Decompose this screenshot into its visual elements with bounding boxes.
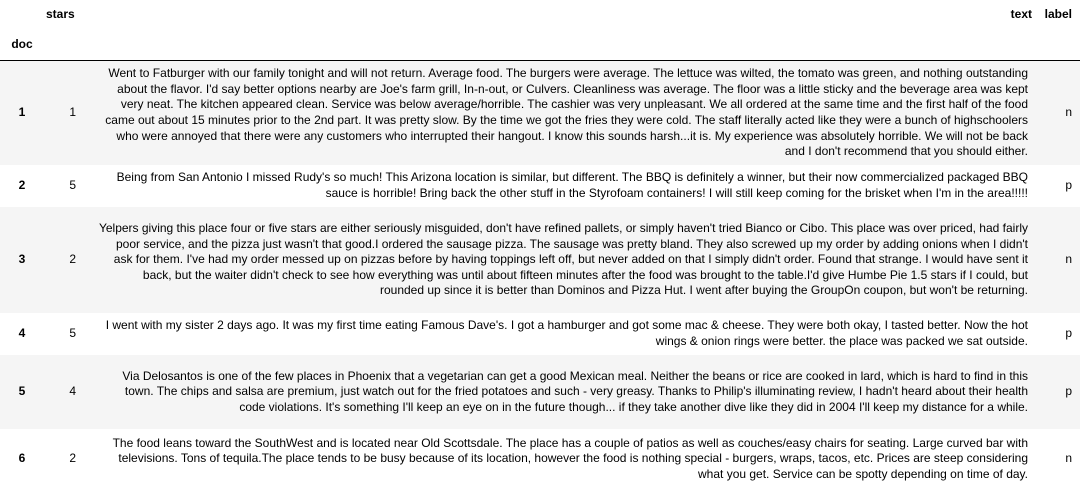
- stars-cell: 1: [69, 105, 76, 120]
- stars-cell: 4: [69, 384, 76, 399]
- row-index: 4: [18, 326, 26, 341]
- table-row: [0, 165, 1080, 207]
- row-index: 1: [18, 105, 26, 120]
- label-cell: p: [1065, 326, 1072, 341]
- stars-cell: 5: [69, 326, 76, 341]
- stars-cell: 2: [69, 252, 76, 267]
- table-header: [0, 0, 1080, 61]
- row-index: 5: [18, 384, 26, 399]
- row-index: 3: [18, 252, 26, 267]
- column-header-stars: stars: [44, 0, 88, 30]
- corner-cell: [0, 0, 44, 30]
- empty-header-cell: [88, 30, 1036, 61]
- label-cell: p: [1065, 178, 1072, 193]
- label-cell: p: [1065, 384, 1072, 399]
- table-row: [0, 355, 1080, 429]
- text-cell: Being from San Antonio I missed Rudy's so much! This Arizona location is similar, but different. The BBQ is definitely a winner, but their now commercialized packaged BBQ sauce is horrible! Bring back the other stuff in the Styrofoam containers! I will still keep coming for the brisket when I'm in the area!!!!!: [116, 170, 1028, 200]
- text-cell: The food leans toward the SouthWest and is located near Old Scottsdale. The place has a couple of patios as well as couches/easy chairs for seating. Large curved bar with televisions. Tons of tequila.The place tends to be busy because of its location, however the food is nothing special - burgers, wraps, tacos, etc. Prices are steep considering what you get. Service can be spotty depending on time of day.: [112, 435, 1028, 481]
- text-cell: Yelpers giving this place four or five stars are either seriously misguided, don't have refined pallets, or simply haven't tried Bianco or Cibo. This place was over priced, had fairly poor service, and the pizza just wasn't that good.I ordered the sausage pizza. The sausage was pretty bland. They also screwed up my order by adding onions when I didn't ask for them. I've had my order messed up on pizzas before by having toppings left off, but never added on that I simply didn't order. Found that strange. I would have sent it back, but the waiter didn't check to see how everything was until about fifteen minutes after the food was brought to the table.I'd give Humbe Pie 1.5 stars if I could, but rounded up since it is better than Dominos and Pizza Hut. I went after buying the GroupOn coupon, but won't be returning.: [98, 221, 1028, 298]
- table-body: [0, 61, 1080, 490]
- column-header-row: [0, 0, 1080, 30]
- column-header-text: text: [88, 0, 1036, 30]
- label-cell: n: [1065, 105, 1072, 120]
- table-row: [0, 313, 1080, 355]
- table-row: [0, 61, 1080, 166]
- index-name-header: doc: [0, 30, 44, 61]
- stars-cell: 5: [69, 178, 76, 193]
- column-header-label: label: [1036, 0, 1080, 30]
- text-cell: Went to Fatburger with our family tonight and will not return. Average food. The burgers were average. The lettuce was wilted, the tomato was green, and nothing outstanding about the flavor. I'd say better options nearby are Joe's farm grill, In-n-out, or Culvers. Cleanliness was average. The floor was a little sticky and the beverage area was kept very neat. The kitchen appeared clean. Service was below average/horrible. The cashier was very unpleasant. We all ordered at the same time and the first half of the food came out about 15 minutes prior to the 2nd part. It was pretty slow. By the time we got the fries they were cold. The staff literally acted like they were a bunch of highschoolers who were annoyed that there were any customers who interrupted their hangout. I know this sounds harsh...it is. My experience was absolutely horrible. We will not be back and I don't recommend that you should either.: [105, 66, 1028, 159]
- text-cell: Via Delosantos is one of the few places in Phoenix that a vegetarian can get a good Mexican meal. Neither the beans or rice are cooked in lard, which is hard to find in this town. The chips and salsa are premium, just watch out for the fried potatoes and such - very greasy. Thanks to Philip's illuminating review, I hadn't heard about their health code violations. It's something I'll keep an eye on in the future though... if they take another dive like they did in 2004 I'll keep my distance for a while.: [122, 368, 1028, 414]
- index-name-row: [0, 30, 1080, 61]
- row-index: 6: [18, 451, 26, 466]
- table-row: [0, 429, 1080, 489]
- empty-header-cell: [1036, 30, 1080, 61]
- empty-header-cell: [44, 30, 88, 61]
- label-cell: n: [1065, 252, 1072, 267]
- text-cell: I went with my sister 2 days ago. It was my first time eating Famous Dave's. I got a hamburger and got some mac & cheese. They were both okay, I tasted better. Now the hot wings & onion rings were better. the place was packed we sat outside.: [105, 318, 1028, 348]
- row-index: 2: [18, 178, 26, 193]
- label-cell: n: [1065, 451, 1072, 466]
- table-row: [0, 207, 1080, 313]
- stars-cell: 2: [69, 451, 76, 466]
